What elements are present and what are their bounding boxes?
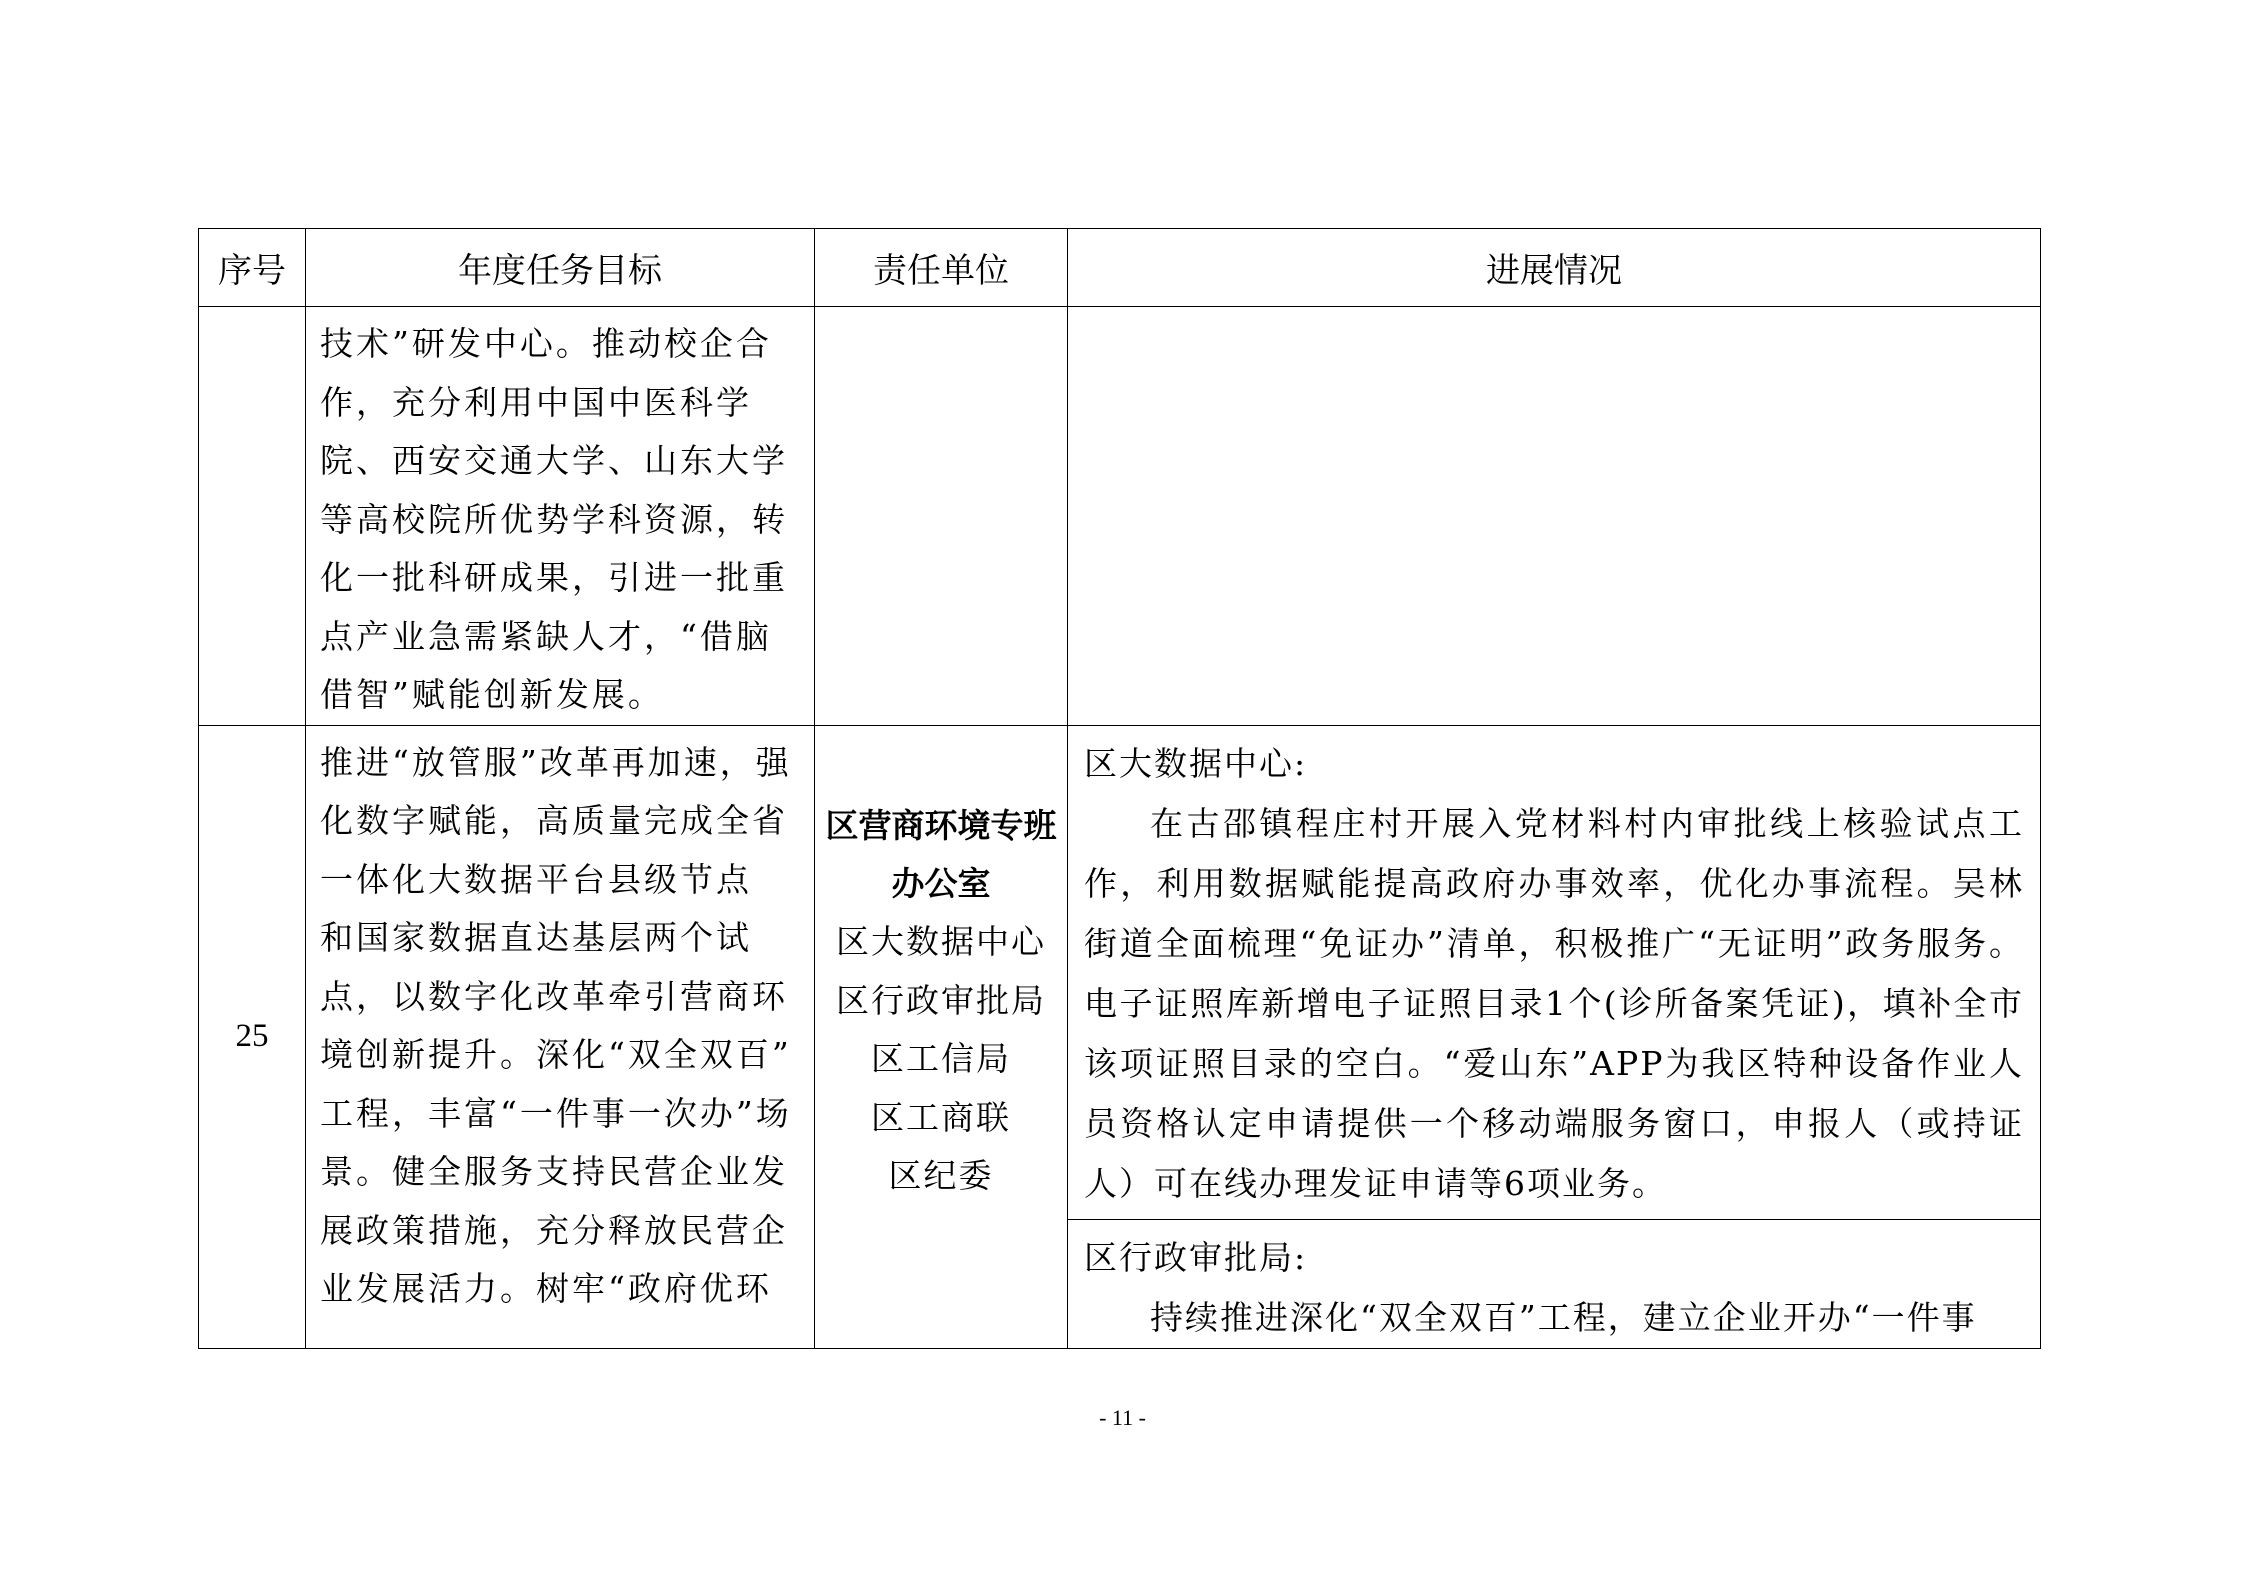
progress-body: 在古邵镇程庄村开展入党材料村内审批线上核验试点工作，利用数据赋能提高政府办事效率，优化办事流程。吴林街道全面梳理“免证办”清单，积极推广“无证明”政务服务。电子证照库新增电子证照目录1个(诊所备案凭证)，填补全市该项证照目录的空白。“爱山东”APP为我区特种设备作业人员资格认定申请提供一个移动端服务窗口，申报人（或持证人）可在线办理发证申请等6项业务。: [1084, 803, 2024, 1203]
progress-body: 持续推进深化“双全双百”工程，建立企业开办“一件事: [1150, 1297, 1977, 1337]
goal-line: 作，充分利用中国中医科学: [320, 382, 752, 422]
goal-line: 和国家数据直达基层两个试: [320, 918, 752, 957]
header-progress: 进展情况: [1068, 229, 2041, 307]
goal-line: 景。健全服务支持民营企业发: [320, 1152, 788, 1191]
page-number: - 11 -: [1099, 1405, 1146, 1430]
progress-block-1: [1068, 726, 2040, 1214]
progress-cell-empty: [1068, 307, 2041, 726]
header-goal: 年度任务目标: [306, 229, 815, 307]
goal-cell: [306, 725, 815, 1348]
unit-cell-empty: [815, 307, 1068, 726]
goal-line: 等高校院所优势学科资源，转: [320, 499, 788, 539]
progress-table: [198, 228, 2041, 1349]
progress-cell-2: [1068, 1219, 2041, 1348]
progress-heading: 区大数据中心:: [1084, 743, 1308, 783]
table-header-row: [199, 229, 2041, 307]
goal-line: 点，以数字化改革牵引营商环: [320, 976, 788, 1016]
goal-line: 展政策措施，充分释放民营企: [320, 1210, 788, 1250]
goal-line: 借智”赋能创新发展。: [320, 675, 664, 714]
goal-text-continued: [306, 307, 814, 725]
unit-cell: [815, 725, 1068, 1348]
header-serial: 序号: [199, 229, 306, 307]
goal-line: 点产业急需紧缺人才，“借脑: [320, 616, 772, 656]
goal-cell-continued: [306, 307, 815, 726]
unit-item: 区工商联: [871, 1097, 1011, 1137]
goal-line: 院、西安交通大学、山东大学: [320, 441, 788, 480]
table-row-25: [199, 725, 2041, 1219]
goal-line: 一体化大数据平台县级节点: [320, 859, 752, 899]
goal-line: 化数字赋能，高质量完成全省: [320, 801, 788, 840]
lead-unit: 区营商环境专班办公室: [825, 806, 1057, 904]
progress-heading: 区行政审批局:: [1084, 1237, 1308, 1277]
goal-line: 业发展活力。树牢“政府优环: [320, 1269, 772, 1308]
goal-line: 工程，丰富“一件事一次办”场: [320, 1093, 792, 1133]
goal-line: 推进“放管服”改革再加速，强: [320, 742, 792, 782]
table-row-continued: [199, 307, 2041, 726]
goal-line: 技术”研发中心。推动校企合: [320, 324, 772, 363]
progress-block-2: [1068, 1220, 2040, 1348]
unit-item: 区大数据中心: [836, 922, 1046, 962]
progress-cell-1: [1068, 725, 2041, 1219]
goal-line: 境创新提升。深化“双全双百”: [320, 1035, 792, 1074]
header-unit: 责任单位: [815, 229, 1068, 307]
goal-text: [306, 726, 814, 1319]
goal-line: 化一批科研成果，引进一批重: [320, 558, 788, 597]
serial-cell-empty: [199, 307, 306, 726]
unit-item: 区工信局: [871, 1039, 1011, 1079]
unit-item: 区纪委: [888, 1156, 994, 1196]
unit-item: 区行政审批局: [836, 980, 1046, 1020]
serial-cell: 25: [199, 725, 306, 1348]
